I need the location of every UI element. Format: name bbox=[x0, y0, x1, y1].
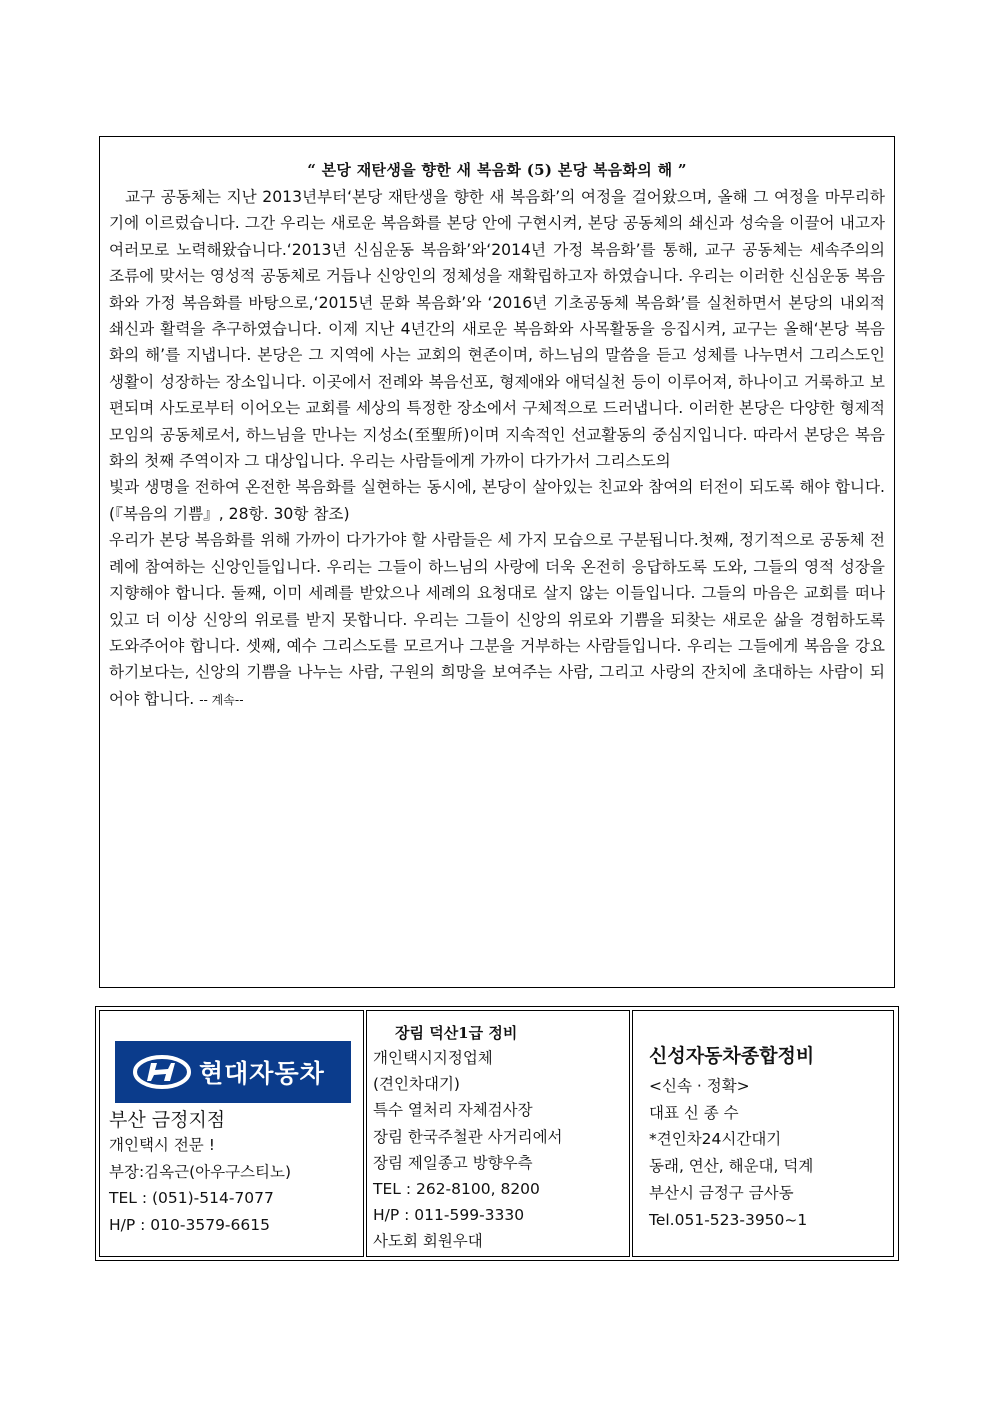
sinseong-line: 대표 신 종 수 bbox=[649, 1103, 739, 1122]
jangrim-title: 장림 덕산1급 정비 bbox=[395, 1024, 518, 1042]
jangrim-line: 장림 한국주철관 사거리에서 bbox=[373, 1127, 563, 1146]
hyundai-line: TEL : (051)-514-7077 bbox=[109, 1189, 274, 1207]
jangrim-line: 개인택시지정업체 bbox=[373, 1049, 493, 1067]
sinseong-line: *견인차24시간대기 bbox=[649, 1130, 782, 1149]
article-paragraph-1: 교구 공동체는 지난 2013년부터‘본당 재탄생을 향한 새 복음화’의 여정을 걸어왔으며, 올해 그 여정을 마무리하기에 이르렀습니다. 그간 우리는 새로운 복음화를 본당 안에 구현시켜, 본당 공동체의 쇄신과 성숙을 이끌어 내고자 여러모로 노력해왔습니다.‘2013년 신심운동 복음화’와‘2014년 가정 복음화’를 통해, 교구 공동체는 세속주의의 조류에 맞서는 영성적 공동체로 거듭나 신앙인의 정체성을 재확립하고자 하였습니다. 우리는 이러한 신심운동 복음화와 가정 복음화를 바탕으로,‘2015년 문화 복음화’와 ‘2016년 기초공동체 복음화’를 실천하면서 본당의 내외적 쇄신과 활력을 추구하였습니다. 이제 지난 4년간의 새로운 복음화와 사목활동을 응집시켜, 교구는 올해‘본당 복음화의 해’를 지냅니다. 본당은 그 지역에 사는 교회의 현존이며, 하느님의 말씀을 듣고 성체를 나누면서 그리스도인 생활이 성장하는 장소입니다. 이곳에서 전례와 복음선포, 형제애와 애덕실천 등이 이루어져, 하나이고 거룩하고 보편되며 사도로부터 이어오는 교회를 세상의 특정한 장소에서 구체적으로 드러냅니다. 이러한 본당은 다양한 형제적 모임의 공동체로서, 하느님을 만나는 지성소(至聖所)이며 지속적인 선교활동의 중심지입니다. 따라서 본당은 복음화의 첫째 주역이자 그 대상입니다. 우리는 사람들에게 가까이 다가가서 그리스도의 bbox=[109, 188, 885, 471]
sinseong-ad-text bbox=[649, 1039, 814, 1233]
jangrim-line: 특수 열처리 자체검사장 bbox=[373, 1101, 533, 1120]
sinseong-title: 신성자동차종합정비 bbox=[649, 1045, 815, 1067]
article-paragraph-3-text: 우리가 본당 복음화를 위해 가까이 다가가야 할 사람들은 세 가지 모습으로 구분됩니다.첫째, 정기적으로 공동체 전례에 참여하는 신앙인들입니다. 우리는 그들이 하느님의 사랑에 더욱 온전히 응답하도록 도와, 그들의 영적 성장을 지향해야 합니다. 둘째, 이미 세례를 받았으나 세례의 요청대로 살지 않는 이들입니다. 그들의 마음은 교회를 떠나 있고 더 이상 신앙의 위로를 받지 못합니다. 우리는 그들이 신앙의 위로와 기쁨을 되찾는 새로운 삶을 경험하도록 도와주어야 합니다. 셋째, 예수 그리스도를 모르거나 그분을 거부하는 사람들입니다. 우리는 그들에게 복음을 강요하기보다는, 신앙의 기쁨을 나누는 사람, 구원의 희망을 보여주는 사람, 그리고 사랑의 잔치에 초대하는 사람이 되어야 합니다. bbox=[109, 531, 885, 708]
hyundai-logo bbox=[115, 1041, 351, 1103]
hyundai-logo-text: 현대자동차 bbox=[199, 1059, 325, 1088]
sinseong-line: <신속 · 정확> bbox=[649, 1077, 750, 1095]
hyundai-ad bbox=[99, 1010, 364, 1257]
continued-marker: -- 계속-- bbox=[199, 692, 244, 707]
hyundai-emblem-icon bbox=[133, 1055, 191, 1089]
article-paragraph-3 bbox=[109, 527, 885, 713]
sinseong-line: 동래, 연산, 해운대, 덕계 bbox=[649, 1157, 814, 1176]
article-body bbox=[109, 184, 885, 713]
sinseong-line: Tel.051-523-3950~1 bbox=[649, 1210, 808, 1229]
sinseong-line: 부산시 금정구 금사동 bbox=[649, 1183, 794, 1202]
hyundai-ad-text bbox=[109, 1103, 291, 1238]
jangrim-line: H/P : 011-599-3330 bbox=[373, 1206, 525, 1225]
jangrim-line: TEL : 262-8100, 8200 bbox=[373, 1180, 540, 1199]
jangrim-ad bbox=[366, 1010, 630, 1257]
hyundai-line: 부장:김옥근(아우구스티노) bbox=[109, 1162, 292, 1181]
article-box bbox=[99, 136, 895, 988]
article-title: “ 본당 재탄생을 향한 새 복음화 (5) 본당 복음화의 해 ” bbox=[307, 161, 687, 179]
jangrim-line: 사도회 회원우대 bbox=[373, 1232, 483, 1251]
hyundai-line: H/P : 010-3579-6615 bbox=[109, 1215, 270, 1234]
hyundai-line: 개인택시 전문 ! bbox=[109, 1136, 215, 1154]
hyundai-branch: 부산 금정지점 bbox=[109, 1109, 226, 1131]
jangrim-line: 장림 제일종고 방향우측 bbox=[373, 1153, 533, 1172]
sinseong-ad bbox=[632, 1010, 894, 1257]
jangrim-ad-text bbox=[373, 1021, 563, 1255]
jangrim-line: (견인차대기) bbox=[373, 1075, 460, 1094]
article-paragraph-2: 빛과 생명을 전하여 온전한 복음화를 실현하는 동시에, 본당이 살아있는 친교와 참여의 터전이 되도록 해야 합니다.(『복음의 기쁨』, 28항. 30항 참조) bbox=[109, 478, 885, 523]
advertisement-section bbox=[95, 1006, 899, 1261]
